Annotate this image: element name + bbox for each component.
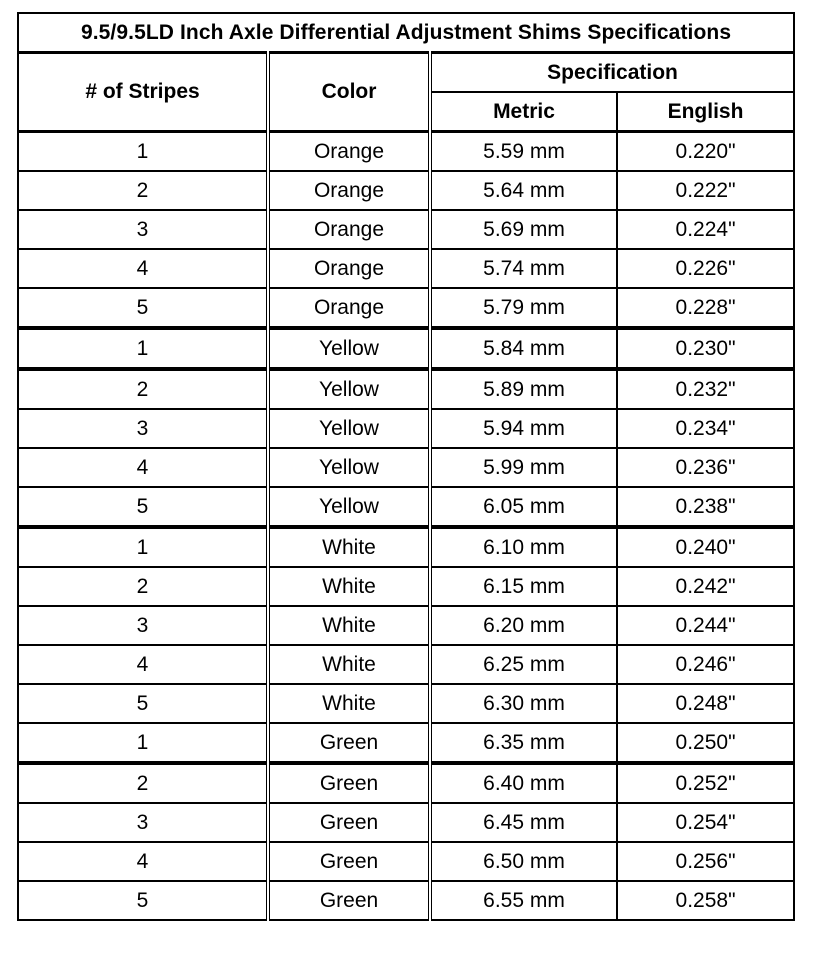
cell-color: Orange xyxy=(268,249,430,288)
cell-color: Yellow xyxy=(268,369,430,409)
cell-stripes: 5 xyxy=(18,881,268,920)
cell-english: 0.244" xyxy=(617,606,794,645)
cell-stripes: 1 xyxy=(18,723,268,763)
table-row xyxy=(18,132,794,172)
cell-color: Yellow xyxy=(268,328,430,369)
cell-stripes: 4 xyxy=(18,448,268,487)
cell-color: Yellow xyxy=(268,448,430,487)
table-row xyxy=(18,606,794,645)
cell-stripes: 3 xyxy=(18,606,268,645)
cell-english: 0.220" xyxy=(617,132,794,172)
cell-metric: 5.94 mm xyxy=(430,409,617,448)
cell-metric: 6.10 mm xyxy=(430,527,617,567)
cell-stripes: 5 xyxy=(18,288,268,328)
cell-color: Green xyxy=(268,842,430,881)
cell-color: Green xyxy=(268,881,430,920)
cell-metric: 5.64 mm xyxy=(430,171,617,210)
cell-stripes: 1 xyxy=(18,527,268,567)
cell-metric: 6.15 mm xyxy=(430,567,617,606)
cell-stripes: 4 xyxy=(18,249,268,288)
cell-stripes: 2 xyxy=(18,763,268,803)
table-row xyxy=(18,803,794,842)
cell-color: White xyxy=(268,684,430,723)
cell-stripes: 2 xyxy=(18,567,268,606)
cell-metric: 5.79 mm xyxy=(430,288,617,328)
cell-english: 0.226" xyxy=(617,249,794,288)
header-specification: Specification xyxy=(430,53,794,93)
cell-color: Orange xyxy=(268,171,430,210)
cell-english: 0.232" xyxy=(617,369,794,409)
shim-spec-table xyxy=(17,12,795,921)
table-row xyxy=(18,763,794,803)
header-color: Color xyxy=(268,53,430,132)
table-row xyxy=(18,171,794,210)
cell-english: 0.234" xyxy=(617,409,794,448)
table-row xyxy=(18,842,794,881)
cell-english: 0.246" xyxy=(617,645,794,684)
cell-metric: 6.45 mm xyxy=(430,803,617,842)
cell-english: 0.230" xyxy=(617,328,794,369)
header-stripes: # of Stripes xyxy=(18,53,268,132)
cell-color: Orange xyxy=(268,288,430,328)
cell-metric: 6.40 mm xyxy=(430,763,617,803)
table-row xyxy=(18,487,794,527)
table-row xyxy=(18,328,794,369)
cell-english: 0.222" xyxy=(617,171,794,210)
cell-metric: 5.99 mm xyxy=(430,448,617,487)
cell-metric: 6.25 mm xyxy=(430,645,617,684)
cell-color: Green xyxy=(268,803,430,842)
cell-english: 0.238" xyxy=(617,487,794,527)
cell-metric: 5.59 mm xyxy=(430,132,617,172)
table-row xyxy=(18,369,794,409)
header-metric: Metric xyxy=(430,92,617,132)
table-body xyxy=(18,132,794,921)
header-english: English xyxy=(617,92,794,132)
cell-color: Green xyxy=(268,763,430,803)
cell-color: White xyxy=(268,645,430,684)
table-row xyxy=(18,645,794,684)
cell-stripes: 4 xyxy=(18,645,268,684)
cell-english: 0.240" xyxy=(617,527,794,567)
table-row xyxy=(18,723,794,763)
cell-color: White xyxy=(268,527,430,567)
cell-stripes: 2 xyxy=(18,171,268,210)
cell-stripes: 5 xyxy=(18,487,268,527)
cell-english: 0.228" xyxy=(617,288,794,328)
cell-stripes: 1 xyxy=(18,132,268,172)
cell-metric: 6.35 mm xyxy=(430,723,617,763)
cell-metric: 5.84 mm xyxy=(430,328,617,369)
cell-metric: 5.74 mm xyxy=(430,249,617,288)
cell-english: 0.236" xyxy=(617,448,794,487)
cell-english: 0.224" xyxy=(617,210,794,249)
table-row xyxy=(18,249,794,288)
cell-color: Yellow xyxy=(268,487,430,527)
table-row xyxy=(18,881,794,920)
table-header xyxy=(18,13,794,132)
cell-color: Orange xyxy=(268,210,430,249)
cell-stripes: 5 xyxy=(18,684,268,723)
cell-color: Orange xyxy=(268,132,430,172)
cell-metric: 6.50 mm xyxy=(430,842,617,881)
cell-english: 0.256" xyxy=(617,842,794,881)
table-row xyxy=(18,288,794,328)
table-row xyxy=(18,210,794,249)
table-row xyxy=(18,409,794,448)
table-row xyxy=(18,448,794,487)
cell-metric: 6.20 mm xyxy=(430,606,617,645)
cell-color: White xyxy=(268,567,430,606)
cell-stripes: 3 xyxy=(18,409,268,448)
cell-color: Green xyxy=(268,723,430,763)
cell-stripes: 1 xyxy=(18,328,268,369)
cell-english: 0.250" xyxy=(617,723,794,763)
spec-sheet xyxy=(17,12,793,921)
cell-stripes: 3 xyxy=(18,210,268,249)
table-title: 9.5/9.5LD Inch Axle Differential Adjustment Shims Specifications xyxy=(18,13,794,53)
table-row xyxy=(18,527,794,567)
cell-metric: 6.55 mm xyxy=(430,881,617,920)
cell-metric: 6.05 mm xyxy=(430,487,617,527)
cell-english: 0.242" xyxy=(617,567,794,606)
cell-stripes: 3 xyxy=(18,803,268,842)
table-row xyxy=(18,684,794,723)
cell-english: 0.258" xyxy=(617,881,794,920)
cell-english: 0.252" xyxy=(617,763,794,803)
cell-english: 0.254" xyxy=(617,803,794,842)
cell-color: White xyxy=(268,606,430,645)
table-row xyxy=(18,567,794,606)
cell-metric: 5.69 mm xyxy=(430,210,617,249)
cell-metric: 6.30 mm xyxy=(430,684,617,723)
cell-english: 0.248" xyxy=(617,684,794,723)
cell-metric: 5.89 mm xyxy=(430,369,617,409)
cell-stripes: 2 xyxy=(18,369,268,409)
cell-color: Yellow xyxy=(268,409,430,448)
cell-stripes: 4 xyxy=(18,842,268,881)
